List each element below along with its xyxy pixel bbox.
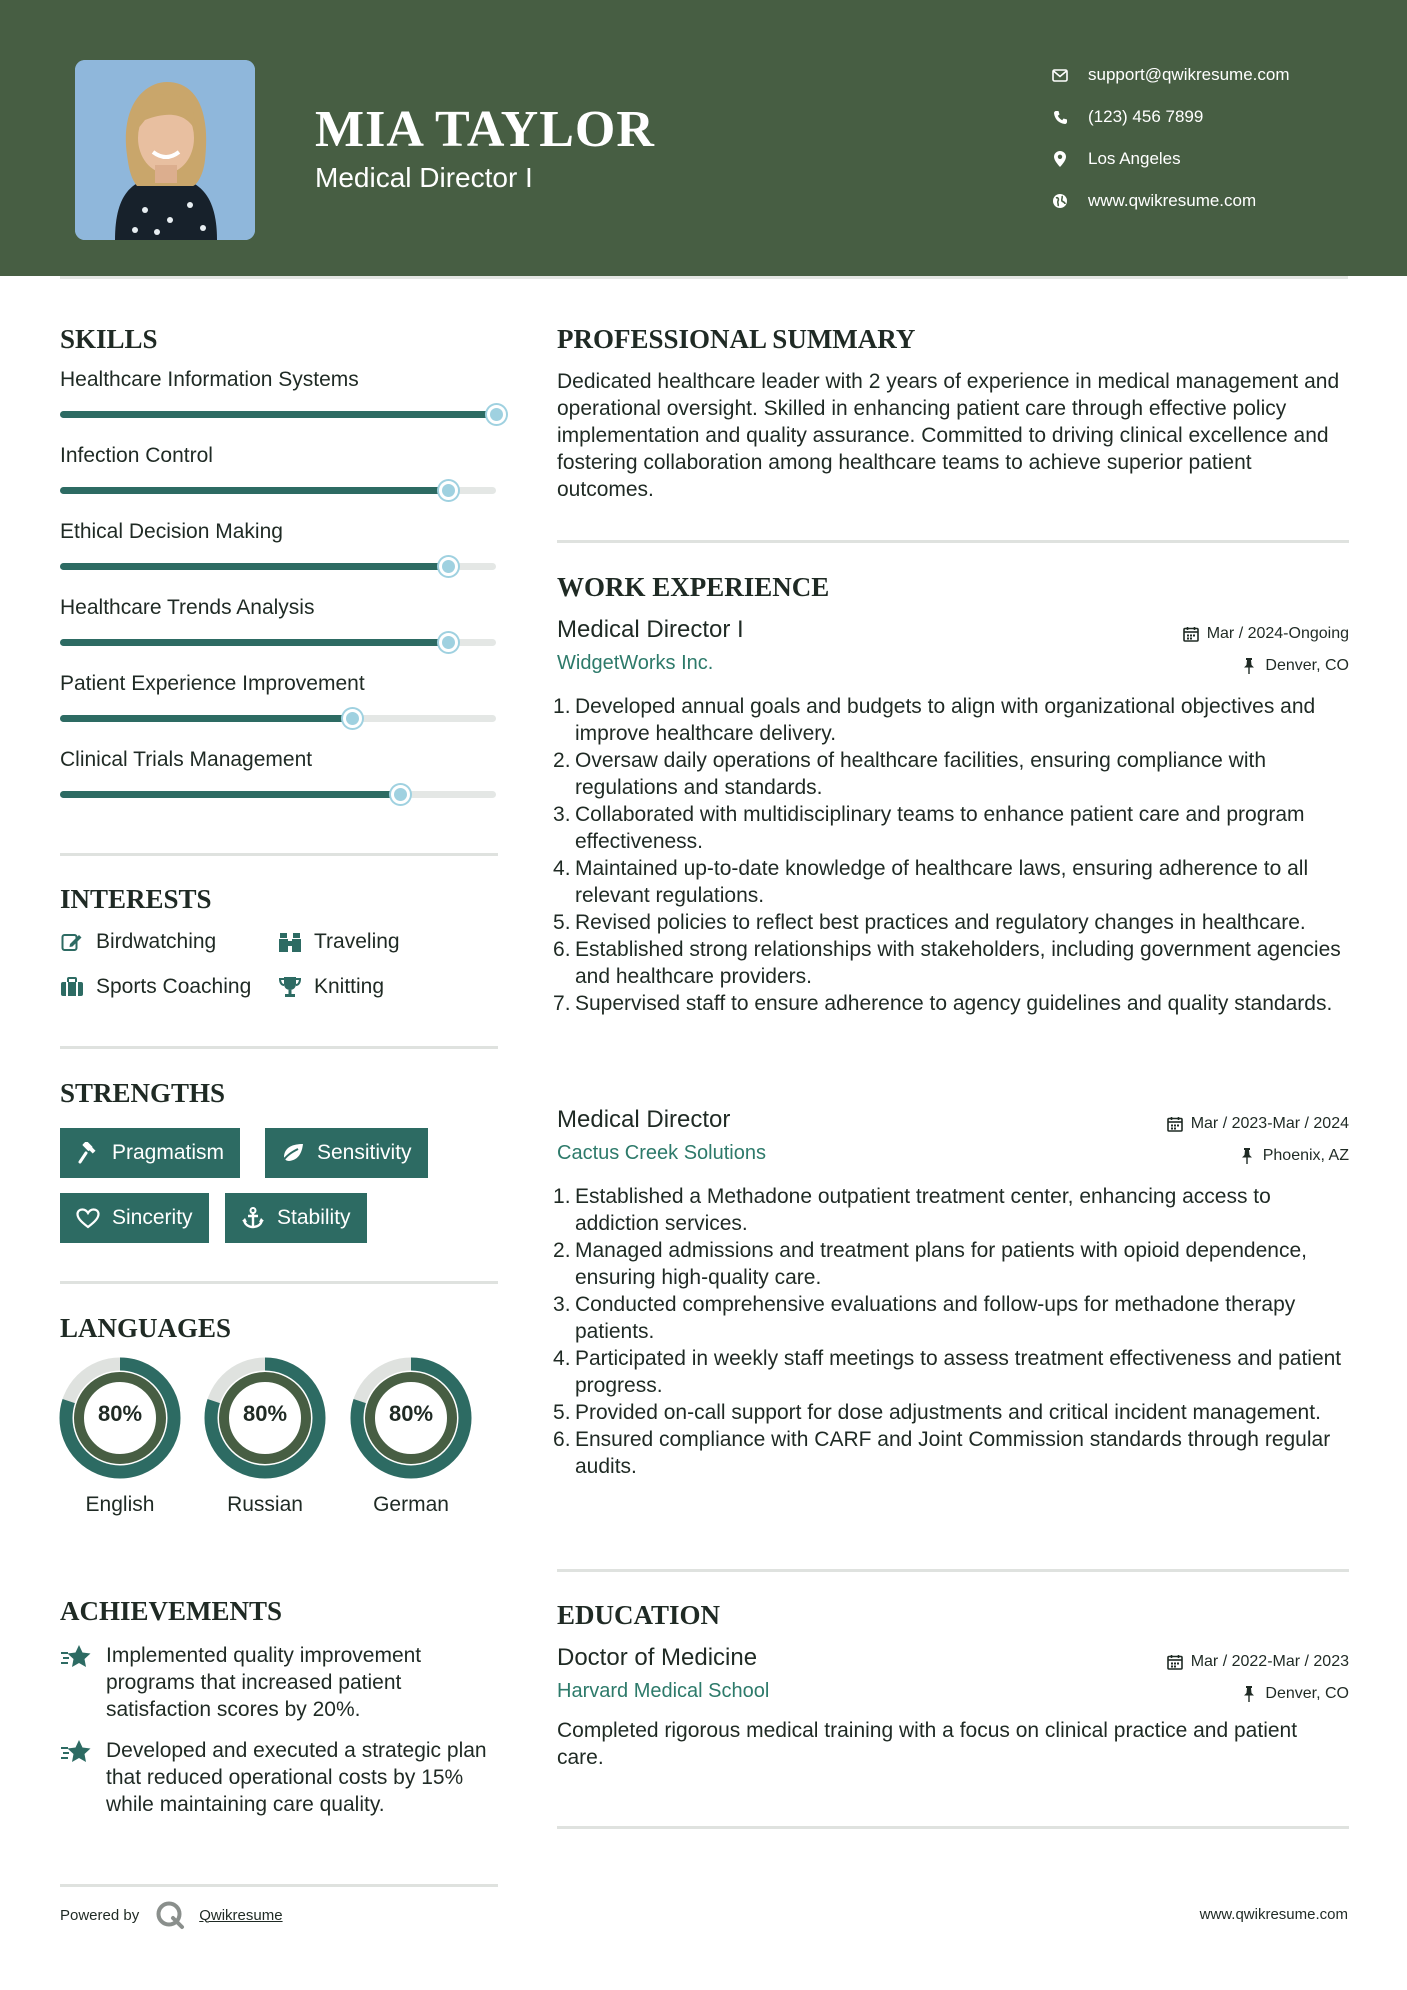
footer-powered-by (60, 1900, 283, 1930)
job-bullet: Revised policies to reflect best practices and regulatory changes in healthcare. (575, 911, 1306, 934)
contact-website[interactable] (1050, 180, 1290, 222)
experience-title: WORK EXPERIENCE (557, 572, 830, 602)
strength-chip-stability: Stability (225, 1193, 367, 1243)
anchor-icon (241, 1206, 265, 1230)
skill-item (60, 444, 498, 474)
job-bullet: Established a Methadone outpatient treatment center, enhancing access to addiction services. (575, 1185, 1271, 1235)
globe-icon (1050, 191, 1070, 211)
skill-bar-fill (60, 715, 352, 722)
skill-bar-fill (60, 563, 448, 570)
resume-header (0, 0, 1407, 276)
header-divider (60, 276, 1348, 279)
contact-location (1050, 138, 1290, 180)
job-bullet: Conducted comprehensive evaluations and follow-ups for methadone therapy patients. (575, 1293, 1296, 1343)
education-location: Denver, CO (1240, 1685, 1349, 1703)
job-location: Phoenix, AZ (1238, 1147, 1349, 1165)
education-school: Harvard Medical School (557, 1680, 770, 1702)
experience-divider (557, 1569, 1349, 1572)
skill-bar-knob (439, 557, 458, 576)
job-dates: Mar / 2023-Mar / 2024 (1166, 1115, 1349, 1133)
skill-item (60, 368, 498, 398)
skill-item (60, 672, 498, 702)
job-bullet: Supervised staff to ensure adherence to agency guidelines and quality standards. (575, 992, 1333, 1015)
strength-chip-pragmatism: Pragmatism (60, 1128, 240, 1178)
contact-location-text: Los Angeles (1088, 149, 1181, 168)
skill-bar-knob (343, 709, 362, 728)
skill-item (60, 596, 498, 626)
language-item (350, 1357, 472, 1517)
language-name: English (85, 1493, 155, 1516)
job-bullet: Participated in weekly staff meetings to assess treatment effectiveness and patient progress. (575, 1347, 1342, 1397)
footer-website[interactable]: www.qwikresume.com (1199, 1906, 1348, 1923)
contact-phone[interactable] (1050, 96, 1290, 138)
language-name: German (373, 1493, 449, 1516)
job-entry (557, 616, 1349, 1017)
skill-bar-fill (60, 791, 400, 798)
interests-divider (60, 1046, 498, 1049)
strengths-title: STRENGTHS (60, 1078, 226, 1108)
achievement-item (60, 1737, 500, 1818)
calendar-icon (1182, 625, 1200, 643)
languages-title: LANGUAGES (60, 1313, 232, 1343)
job-bullet: Managed admissions and treatment plans for patients with opioid dependence, ensuring high-quality care. (575, 1239, 1307, 1289)
skill-bar-fill (60, 411, 496, 418)
job-bullets (557, 1183, 1349, 1480)
education-degree: Doctor of Medicine (557, 1644, 758, 1671)
skill-name: Clinical Trials Management (60, 748, 313, 771)
language-name: Russian (227, 1493, 303, 1516)
strength-chip-sensitivity: Sensitivity (265, 1128, 428, 1178)
skill-name: Infection Control (60, 444, 213, 467)
pin-icon (1240, 657, 1258, 675)
education-dates: Mar / 2022-Mar / 2023 (1166, 1653, 1349, 1671)
summary-divider (557, 540, 1349, 543)
achievement-item (60, 1642, 500, 1723)
powered-by-label: Powered by (60, 1906, 140, 1924)
profile-photo (75, 60, 255, 240)
job-company: WidgetWorks Inc. (557, 652, 714, 674)
skill-name: Ethical Decision Making (60, 520, 283, 543)
map-marker-icon (1050, 149, 1070, 169)
skill-name: Healthcare Trends Analysis (60, 596, 315, 619)
leaf-icon (281, 1141, 305, 1165)
contact-email-text[interactable]: support@qwikresume.com (1088, 65, 1290, 84)
phone-icon (1050, 107, 1070, 127)
calendar-icon (1166, 1115, 1184, 1133)
qwikresume-logo-icon (155, 1900, 185, 1930)
contact-email[interactable] (1050, 54, 1290, 96)
education-description: Completed rigorous medical training with a focus on clinical practice and patient care. (557, 1719, 1298, 1769)
skill-bar-knob (439, 633, 458, 652)
language-percent: 80% (388, 1401, 434, 1426)
achievement-text: Implemented quality improvement programs that increased patient satisfaction scores by 20%. (106, 1644, 422, 1721)
pin-icon (1240, 1685, 1258, 1703)
binoculars-icon (278, 930, 302, 954)
briefcase-icon (60, 975, 84, 999)
interest-item: Sports Coaching (60, 975, 251, 999)
skill-bar-knob (391, 785, 410, 804)
education-divider (557, 1826, 1349, 1829)
strengths-divider (60, 1281, 498, 1284)
achievement-text: Developed and executed a strategic plan that reduced operational costs by 15% while maintaining care quality. (106, 1739, 487, 1816)
interest-item: Traveling (278, 930, 400, 954)
gavel-icon (76, 1141, 100, 1165)
skill-item (60, 520, 498, 550)
pin-icon (1238, 1147, 1256, 1165)
job-dates: Mar / 2024-Ongoing (1182, 625, 1349, 643)
trophy-icon (278, 975, 302, 999)
strength-chip-sincerity: Sincerity (60, 1193, 209, 1243)
skill-name: Healthcare Information Systems (60, 368, 359, 391)
job-bullet: Ensured compliance with CARF and Joint Commission standards through regular audits. (575, 1428, 1331, 1478)
job-bullet: Established strong relationships with stakeholders, including government agencies and healthcare providers. (575, 938, 1341, 988)
education-title: EDUCATION (557, 1600, 721, 1630)
job-title: Medical Director (557, 1106, 731, 1133)
calendar-icon (1166, 1653, 1184, 1671)
skill-bar-knob (439, 481, 458, 500)
summary-title: PROFESSIONAL SUMMARY (557, 324, 916, 354)
candidate-job-title: Medical Director I (315, 162, 533, 193)
job-bullets (557, 693, 1349, 1017)
language-item (59, 1357, 181, 1517)
skill-bar-knob (487, 405, 506, 424)
job-bullet: Developed annual goals and budgets to align with organizational objectives and improve healthcare delivery. (575, 695, 1316, 745)
job-location: Denver, CO (1240, 657, 1349, 675)
star-icon (60, 1642, 92, 1723)
job-entry (557, 1106, 1349, 1480)
contact-website-text[interactable]: www.qwikresume.com (1088, 191, 1257, 210)
skills-divider (60, 853, 498, 856)
job-title: Medical Director I (557, 616, 744, 643)
job-bullet: Maintained up-to-date knowledge of healthcare laws, ensuring adherence to all relevant regulations. (575, 857, 1309, 907)
skill-item (60, 748, 498, 778)
skill-bar-fill (60, 487, 448, 494)
qwikresume-link[interactable]: Qwikresume (199, 1906, 283, 1924)
interest-item: Birdwatching (60, 930, 216, 954)
education-entry (557, 1644, 1349, 1771)
heart-icon (76, 1206, 100, 1230)
job-bullet: Collaborated with multidisciplinary teams to enhance patient care and program effectiveness. (575, 803, 1305, 853)
candidate-name: MIA TAYLOR (315, 101, 655, 158)
achievements-title: ACHIEVEMENTS (60, 1596, 283, 1626)
contact-list (1050, 54, 1290, 222)
envelope-icon (1050, 65, 1070, 85)
job-bullet: Provided on-call support for dose adjustments and critical incident management. (575, 1401, 1321, 1424)
skills-title: SKILLS (60, 324, 158, 354)
achievements-divider (60, 1884, 498, 1887)
language-item (204, 1357, 326, 1517)
interest-item: Knitting (278, 975, 384, 999)
language-percent: 80% (97, 1401, 143, 1426)
job-company: Cactus Creek Solutions (557, 1142, 766, 1164)
interests-title: INTERESTS (60, 884, 212, 914)
star-icon (60, 1737, 92, 1818)
job-bullet: Oversaw daily operations of healthcare facilities, ensuring compliance with regulations and standards. (575, 749, 1267, 799)
edit-icon (60, 930, 84, 954)
summary-text: Dedicated healthcare leader with 2 years of experience in medical management and operational oversight. Skilled in enhancing patient care through effective policy implementation and quality assurance. Committed to driving clinical excellence and fostering collaboration among healthcare teams to achieve superior patient outcomes. (557, 370, 1340, 501)
skill-bar-fill (60, 639, 448, 646)
skill-name: Patient Experience Improvement (60, 672, 365, 695)
contact-phone-text[interactable]: (123) 456 7899 (1088, 107, 1204, 126)
language-percent: 80% (242, 1401, 288, 1426)
